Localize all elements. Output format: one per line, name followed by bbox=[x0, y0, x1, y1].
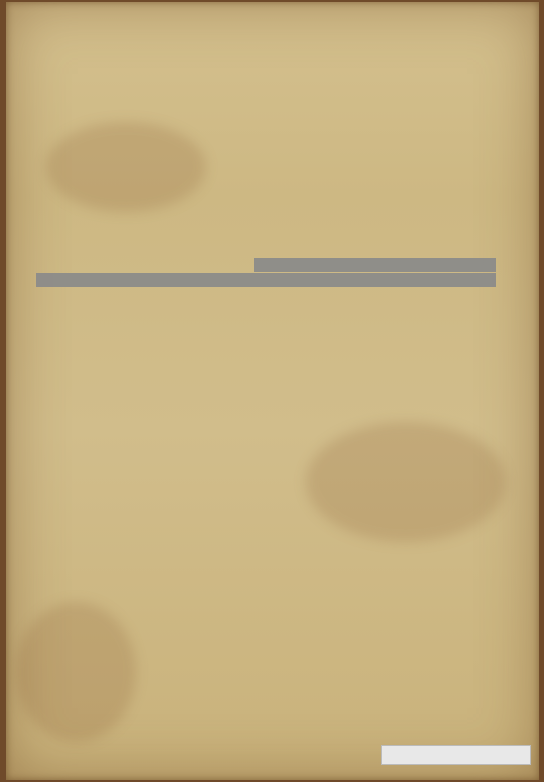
redacted-address-line2 bbox=[36, 273, 496, 287]
award-sheet bbox=[6, 2, 539, 780]
paper-stain bbox=[46, 122, 206, 212]
paper-stain bbox=[16, 602, 136, 742]
paper-stain bbox=[306, 422, 506, 542]
redacted-address bbox=[254, 258, 496, 272]
watermark-logo bbox=[381, 745, 531, 765]
